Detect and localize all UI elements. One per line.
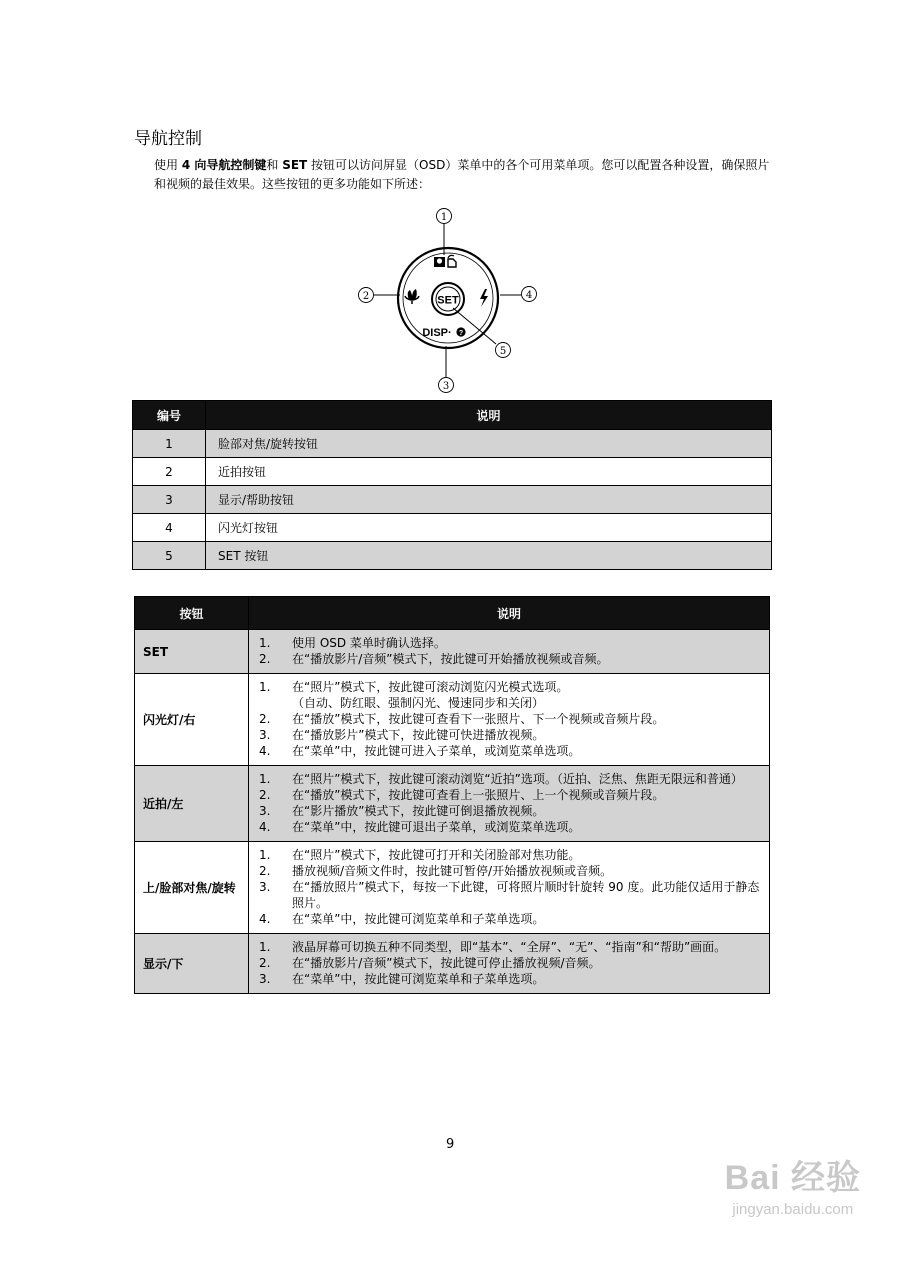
list-item: 2. 在“播放影片/音频”模式下，按此键可开始播放视频或音频。 [259,652,609,666]
table-row [135,630,770,674]
button-description [249,674,770,766]
watermark-url: jingyan.baidu.com [732,1201,854,1218]
svg-text:3: 3 [442,381,450,392]
callout-4 [522,287,537,302]
row-number: 1 [133,430,206,458]
button-name: 上/脸部对焦/旋转 [135,842,249,934]
table-row [135,934,770,994]
list-item: 2. 播放视频/音频文件时，按此键可暂停/开始播放视频或音频。 [259,864,613,878]
watermark-brand: Bai 经验 [724,1159,861,1197]
svg-text:2: 2 [362,291,370,302]
list-item: 2. 在“播放影片/音频”模式下，按此键可停止播放视频/音频。 [259,956,601,970]
callout-1 [437,209,452,224]
table-header-row [133,401,772,430]
disp-label: DISP· [422,327,452,339]
row-description: 显示/帮助按钮 [206,486,772,514]
button-name: 闪光灯/右 [135,674,249,766]
table-header-row [135,597,770,630]
list-item: 3. 在“影片播放”模式下，按此键可倒退播放视频。 [259,804,545,818]
table-row [135,674,770,766]
callout-3 [439,378,454,393]
row-number: 4 [133,514,206,542]
set-label: SET [437,294,459,307]
list-item: 2. 在“播放”模式下，按此键可查看上一张照片、上一个视频或音频片段。 [259,788,665,802]
header-description: 说明 [249,597,770,630]
table-row [135,766,770,842]
navigation-pad-diagram [340,200,560,400]
button-number-table [132,400,772,570]
button-name: SET [135,630,249,674]
row-description: 闪光灯按钮 [206,514,772,542]
list-item: 4. 在“菜单”中，按此键可退出子菜单，或浏览菜单选项。 [259,820,581,834]
list-item-note: （自动、防红眼、强制闪光、慢速同步和关闭） [292,696,545,710]
list-item: 4. 在“菜单”中，按此键可浏览菜单和子菜单选项。 [259,912,545,926]
list-item: 2. 在“播放”模式下，按此键可查看下一张照片、下一个视频或音频片段。 [259,712,665,726]
watermark-logo [725,1150,861,1218]
header-button: 按钮 [135,597,249,630]
button-description [249,842,770,934]
table-row [135,842,770,934]
svg-text:1: 1 [440,212,448,223]
row-description: SET 按钮 [206,542,772,570]
callout-5 [496,343,511,358]
header-description: 说明 [206,401,772,430]
page-title: 导航控制 [134,129,202,149]
row-number: 5 [133,542,206,570]
button-name: 显示/下 [135,934,249,994]
list-item: 1. 液晶屏幕可切换五种不同类型，即“基本”、“全屏”、“无”、“指南”和“帮助”画面。 [259,940,727,954]
button-name: 近拍/左 [135,766,249,842]
table-row [133,486,772,514]
row-description: 近拍按钮 [206,458,772,486]
list-item: 3. 在“播放影片”模式下，按此键可快进播放视频。 [259,728,545,742]
list-item: 1. 使用 OSD 菜单时确认选择。 [259,636,446,650]
list-item: 1. 在“照片”模式下，按此键可滚动浏览“近拍”选项。（近拍、泛焦、焦距无限远和普通） [259,772,743,786]
button-function-table [134,596,770,994]
table-row [133,458,772,486]
list-item: 4. 在“菜单”中，按此键可进入子菜单，或浏览菜单选项。 [259,744,581,758]
page-number: 9 [446,1137,455,1152]
svg-text:4: 4 [525,290,533,301]
list-item: 3. 在“播放照片”模式下，每按一下此键，可将照片顺时针旋转 90 度。此功能仅适用于静态照片。 [259,880,760,910]
intro-paragraph: 使用 4 向导航控制键和 SET 按钮可以访问屏显（OSD）菜单中的各个可用菜单项。您可以配置各种设置，确保照片和视频的最佳效果。这些按钮的更多功能如下所述： [154,158,770,191]
table-row [133,542,772,570]
list-item: 3. 在“菜单”中，按此键可浏览菜单和子菜单选项。 [259,972,545,986]
row-number: 3 [133,486,206,514]
svg-text:?: ? [458,330,464,337]
row-description: 脸部对焦/旋转按钮 [206,430,772,458]
callout-2 [359,288,374,303]
table-row [133,430,772,458]
header-number: 编号 [133,401,206,430]
list-item: 1. 在“照片”模式下，按此键可滚动浏览闪光模式选项。 [259,680,569,694]
button-description [249,934,770,994]
row-number: 2 [133,458,206,486]
table-row [133,514,772,542]
button-description [249,630,770,674]
button-description [249,766,770,842]
svg-text:5: 5 [499,346,507,357]
list-item: 1. 在“照片”模式下，按此键可打开和关闭脸部对焦功能。 [259,848,581,862]
